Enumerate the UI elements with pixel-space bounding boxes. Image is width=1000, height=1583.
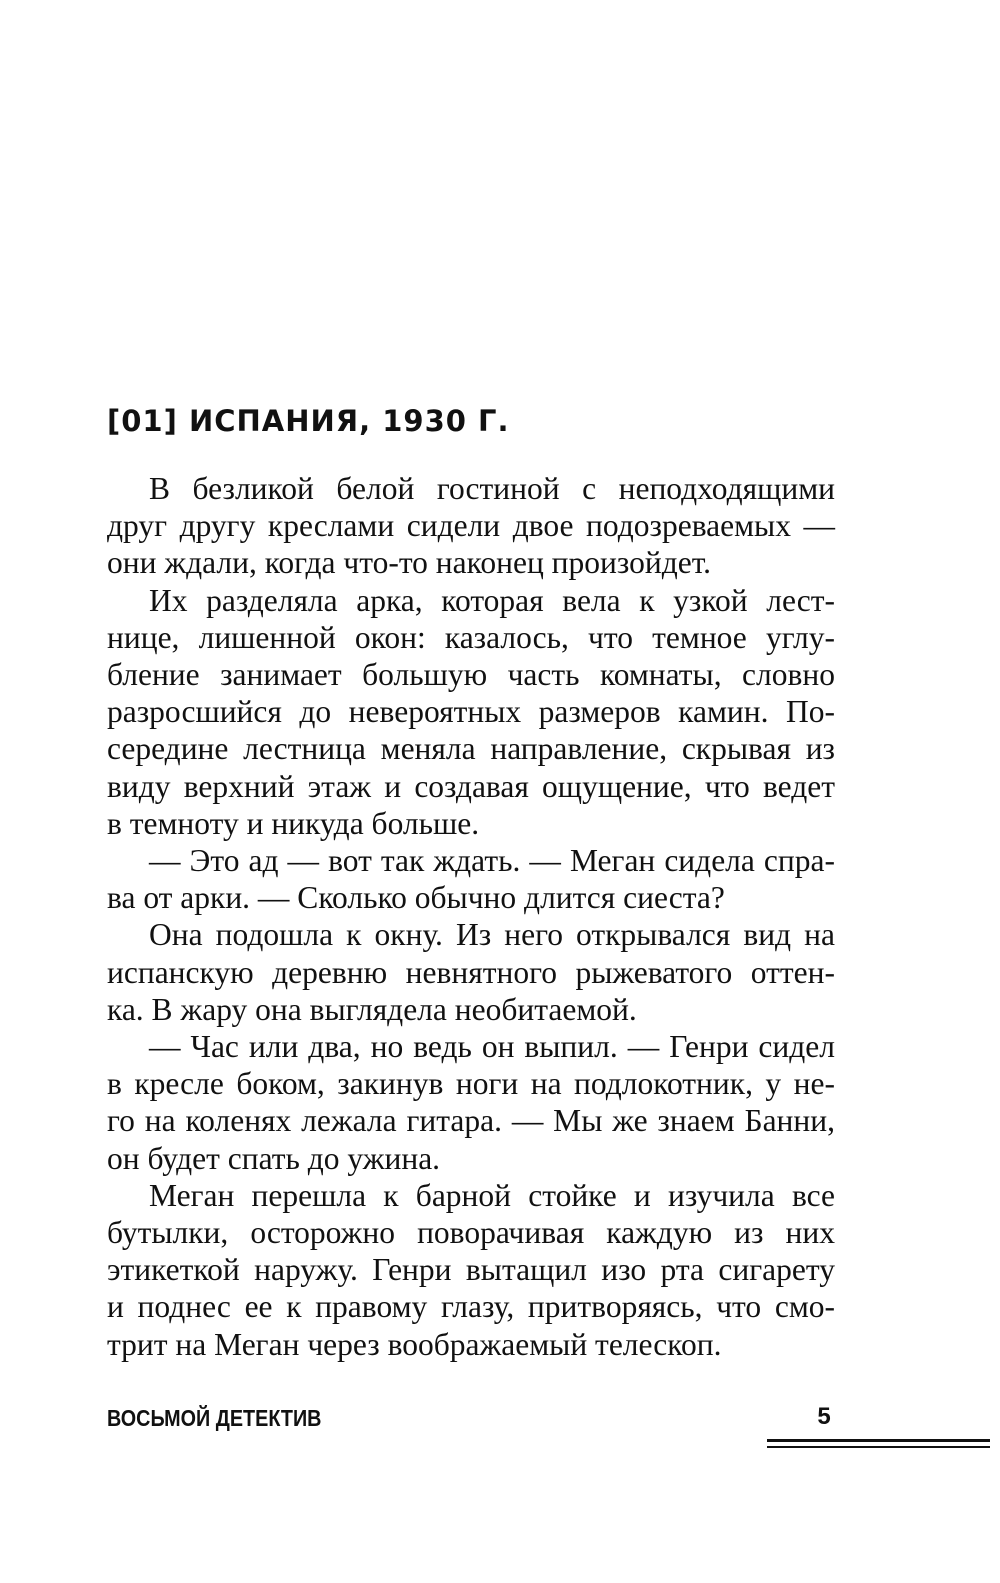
text-line: бутылки, осторожно поворачивая каждую из них [107,1215,835,1251]
text-line: он будет спать до ужина. [107,1140,441,1176]
paragraph [107,842,835,916]
text-line: Она подошла к окну. Из него открывался вид на [149,917,835,953]
text-line: Меган перешла к барной стойке и изучила все [149,1177,835,1213]
paragraph [107,916,835,1028]
text-line: нице, лишенной окон: казалось, что темное углу- [107,619,835,655]
text-line: — Это ад — вот так ждать. — Меган сидела спра- [149,843,835,879]
text-line: В безликой белой гостиной с неподходящими [149,471,835,506]
footer-rule-thick [767,1439,990,1442]
paragraph [107,582,835,842]
text-line: бление занимает большую часть комнаты, словно [107,657,835,693]
running-footer-book-title: ВОСЬМОЙ ДЕТЕКТИВ [107,1405,322,1431]
text-line: — Час или два, но ведь он выпил. — Генри сидел [149,1029,835,1065]
text-line: середине лестница меняла направление, скрывая из [107,731,835,767]
text-line: разросшийся до невероятных размеров камин. По- [107,694,835,730]
paragraph [107,1028,835,1177]
chapter-heading: [01] ИСПАНИЯ, 1930 Г. [107,404,510,438]
text-line: Их разделяла арка, которая вела к узкой лест- [149,582,835,618]
text-line: испанскую деревню невнятного рыжеватого оттен- [107,954,835,990]
page-number: 5 [817,1403,831,1430]
text-line: и поднес ее к правому глазу, притворяясь, что смо- [107,1289,835,1325]
text-line: го на коленях лежала гитара. — Мы же знаем Банни, [107,1103,835,1139]
text-line: ва от арки. — Сколько обычно длится сиеста? [107,880,725,916]
text-line: виду верхний этаж и создавая ощущение, что ведет [107,768,835,804]
footer-rule-thin [767,1446,990,1448]
text-line: в кресле боком, закинув ноги на подлокотник, у не- [107,1066,835,1102]
text-line: друг другу креслами сидели двое подозреваемых — [107,508,835,544]
text-line: они ждали, когда что-то наконец произойдет. [107,545,712,581]
paragraph [107,1177,835,1363]
text-line: ка. В жару она выглядела необитаемой. [107,991,637,1027]
body-text [107,470,835,1363]
text-line: в темноту и никуда больше. [107,805,480,841]
paragraph [107,470,835,582]
text-line: трит на Меган через воображаемый телескоп. [107,1326,722,1362]
text-line: этикеткой наружу. Генри вытащил изо рта сигарету [107,1252,835,1288]
